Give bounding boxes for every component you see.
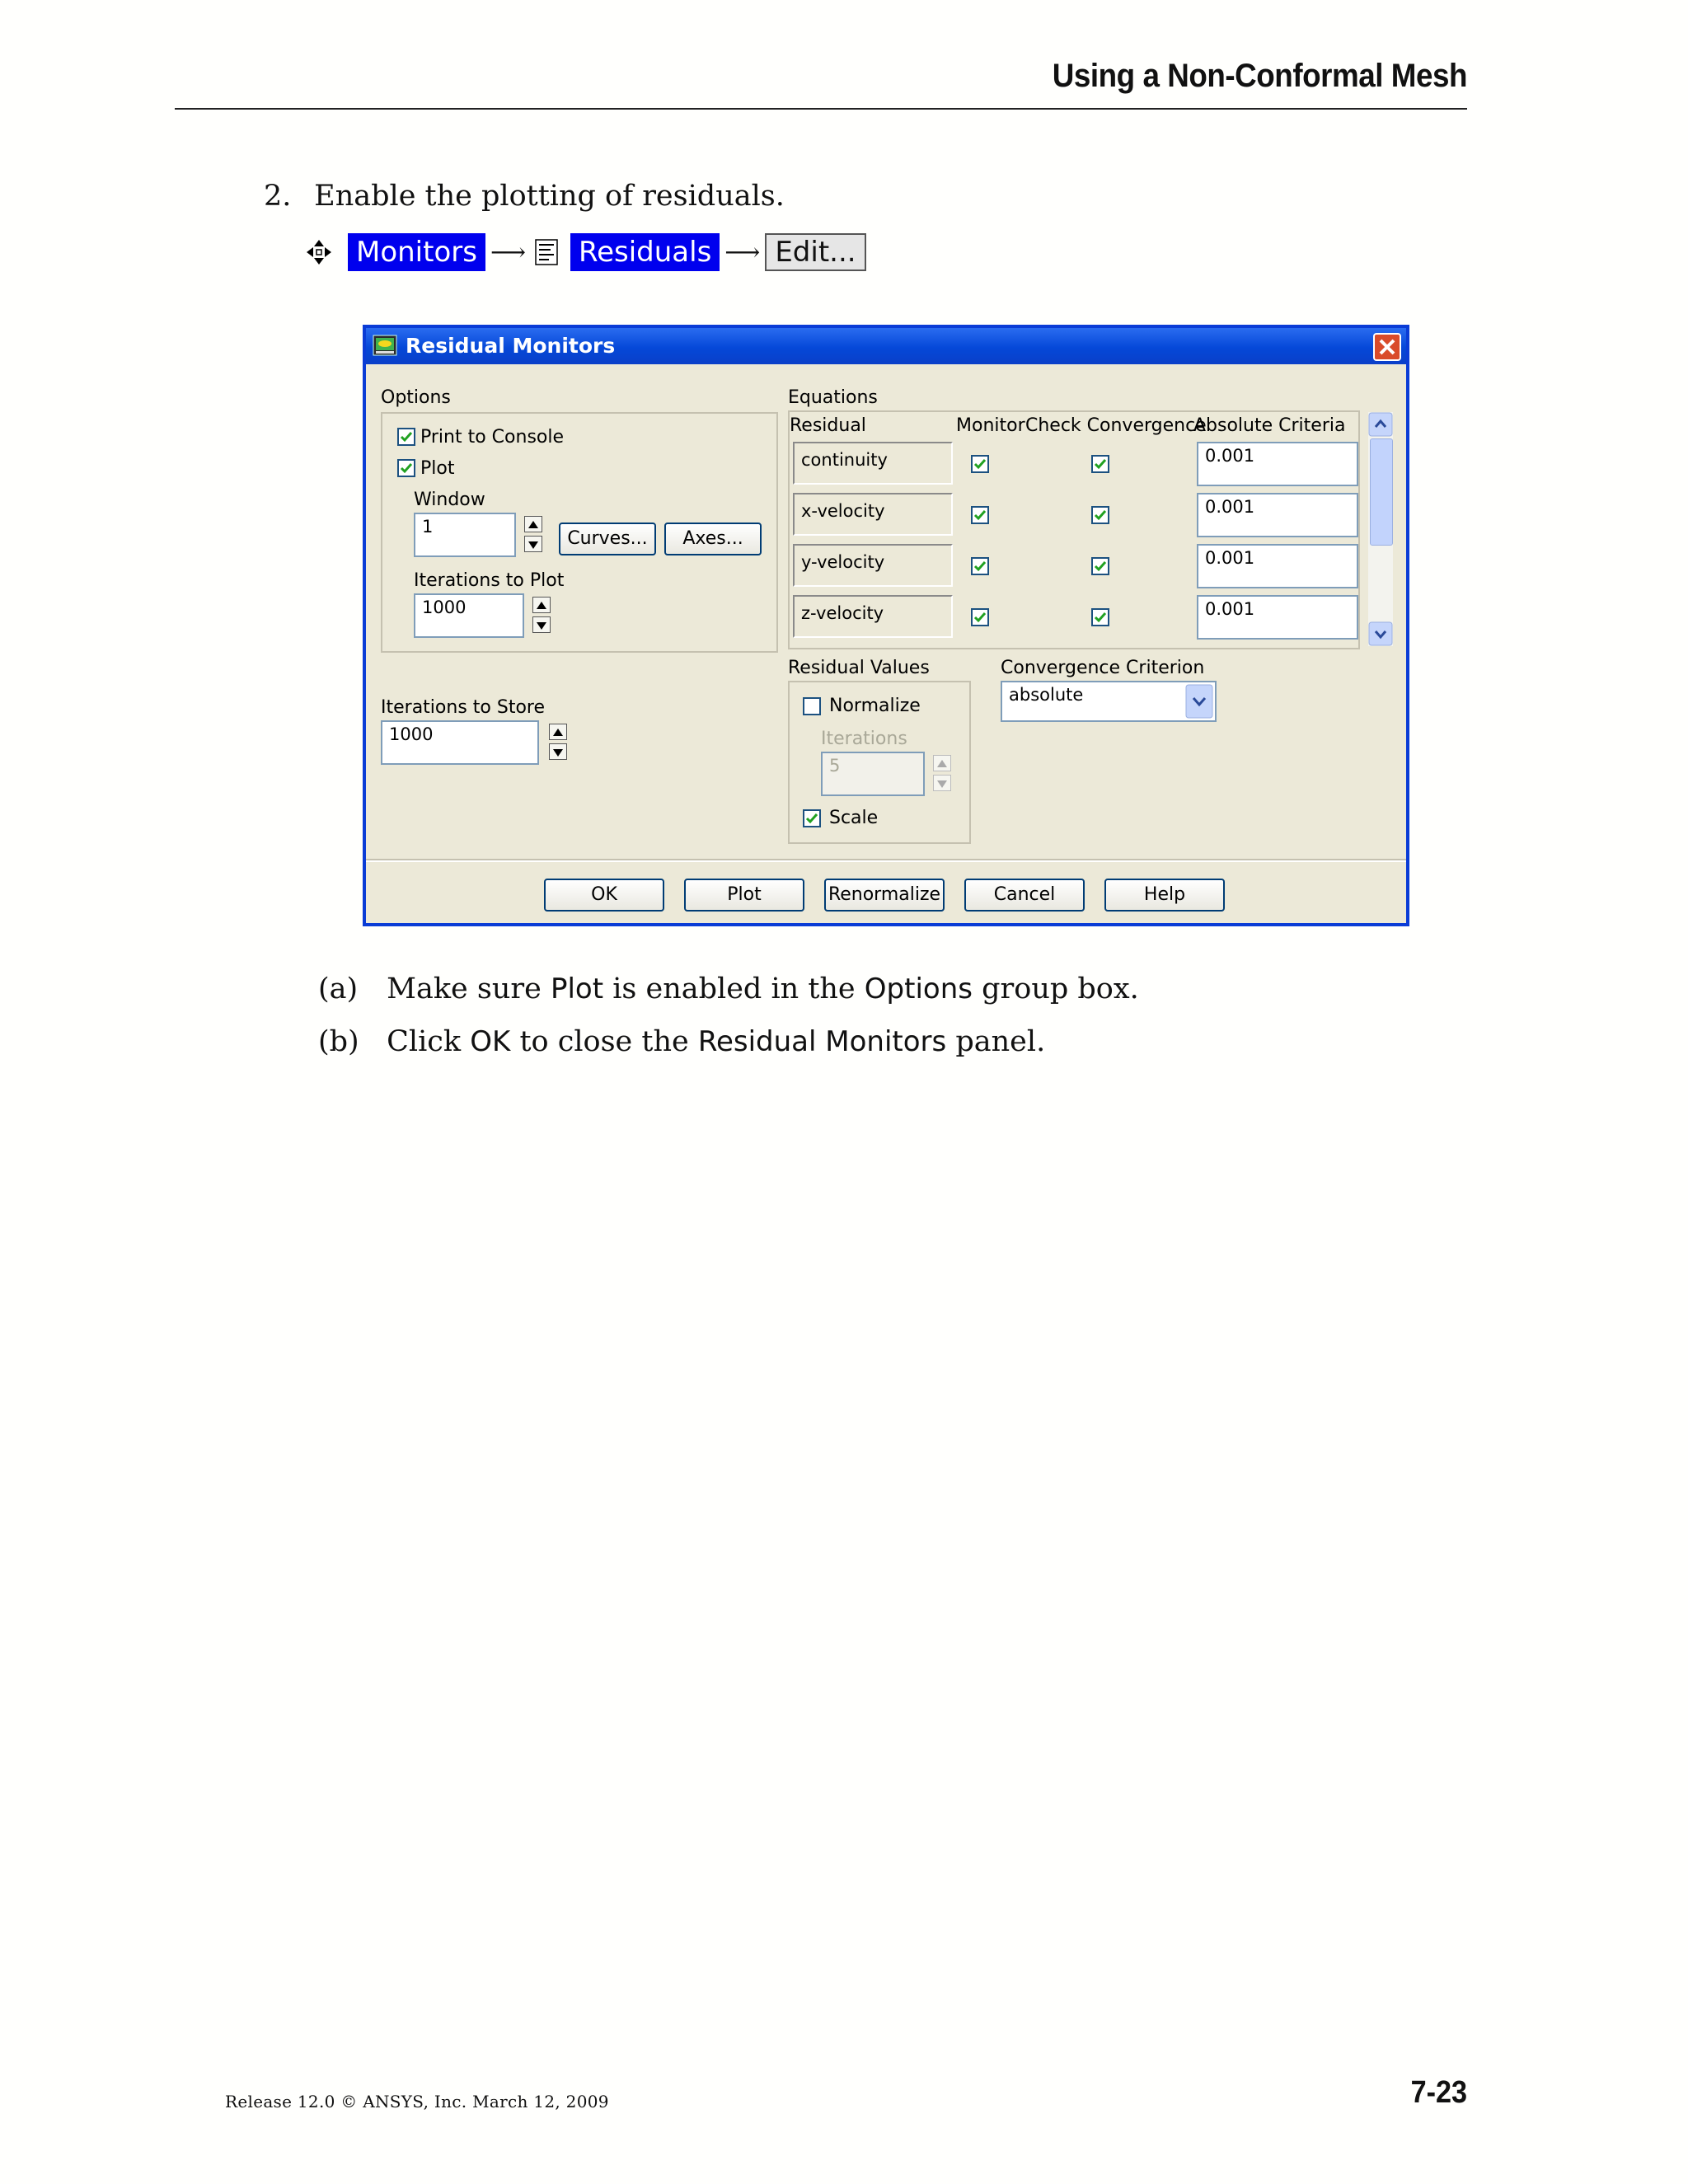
axes-button[interactable]: Axes... xyxy=(664,523,762,555)
iterations-to-plot-input[interactable]: 1000 xyxy=(414,593,524,638)
help-button[interactable]: Help xyxy=(1104,879,1225,912)
close-icon xyxy=(1375,335,1400,359)
nav-edit-button[interactable]: Edit... xyxy=(765,233,865,271)
app-icon xyxy=(373,335,397,356)
scroll-down-icon[interactable] xyxy=(1368,621,1393,646)
instruction-text: group box. xyxy=(982,972,1139,1005)
plot-button[interactable]: Plot xyxy=(684,879,804,912)
renormalize-button[interactable]: Renormalize xyxy=(824,879,945,912)
instruction-text: Make sure xyxy=(387,972,542,1005)
check-convergence-checkbox[interactable] xyxy=(1091,557,1109,575)
nav-arrow-1: ⟶ xyxy=(490,237,526,267)
navigation-path xyxy=(305,232,866,272)
residual-name: x-velocity xyxy=(801,501,885,521)
ok-button[interactable]: OK xyxy=(544,879,664,912)
normalize-iterations-spinner[interactable] xyxy=(933,755,951,794)
page-number: 7-23 xyxy=(1410,2075,1467,2110)
residual-name-cell xyxy=(793,595,953,638)
column-header-absolute-criteria: Absolute Criteria xyxy=(1193,415,1346,436)
checkmark-icon xyxy=(973,611,987,624)
header-rule xyxy=(175,108,1467,110)
residual-name-cell xyxy=(793,493,953,536)
checkmark-icon xyxy=(973,509,987,522)
nav-monitors-link[interactable]: Monitors xyxy=(348,233,485,271)
checkmark-icon xyxy=(805,812,818,825)
spin-down-icon[interactable] xyxy=(549,743,567,760)
residual-name: continuity xyxy=(801,450,888,470)
column-header-monitor: Monitor xyxy=(956,415,1025,436)
checkmark-icon xyxy=(1094,457,1107,471)
plot-checkbox[interactable] xyxy=(397,459,415,477)
print-to-console-checkbox[interactable] xyxy=(397,428,415,446)
instruction-a-label: (a) xyxy=(318,972,359,1005)
spin-down-icon[interactable] xyxy=(532,616,551,633)
absolute-criteria-input[interactable]: 0.001 xyxy=(1197,544,1358,588)
monitor-checkbox[interactable] xyxy=(971,455,989,473)
instruction-term: Plot xyxy=(550,972,604,1005)
iterations-to-store-spinner[interactable] xyxy=(549,724,567,763)
absolute-criteria-input[interactable]: 0.001 xyxy=(1197,493,1358,537)
monitor-checkbox[interactable] xyxy=(971,557,989,575)
step-heading xyxy=(264,180,785,213)
absolute-criteria-input[interactable]: 0.001 xyxy=(1197,442,1358,486)
iterations-to-store-label: Iterations to Store xyxy=(381,697,545,718)
checkmark-icon xyxy=(973,560,987,573)
check-convergence-checkbox[interactable] xyxy=(1091,455,1109,473)
close-button[interactable] xyxy=(1373,333,1401,361)
iterations-to-store-input[interactable]: 1000 xyxy=(381,720,539,765)
column-header-check-convergence: Check Convergence xyxy=(1025,415,1207,436)
instruction-term: Residual Monitors xyxy=(697,1025,947,1058)
scroll-up-icon[interactable] xyxy=(1368,412,1393,437)
normalize-iterations-input[interactable]: 5 xyxy=(821,752,925,796)
instruction-a xyxy=(318,972,1139,1005)
footer-release: Release 12.0 © ANSYS, Inc. March 12, 2009 xyxy=(225,2092,609,2111)
plot-label: Plot xyxy=(420,458,455,479)
print-to-console-label: Print to Console xyxy=(420,427,565,448)
convergence-criterion-select[interactable] xyxy=(1001,681,1217,722)
spin-up-icon[interactable] xyxy=(532,597,551,613)
spin-up-icon[interactable] xyxy=(549,724,567,740)
normalize-checkbox[interactable] xyxy=(803,697,821,715)
checkmark-icon xyxy=(1094,509,1107,522)
window-input[interactable]: 1 xyxy=(414,513,516,557)
checkmark-icon xyxy=(400,430,413,443)
monitors-icon xyxy=(305,238,333,266)
dialog-title-bar[interactable] xyxy=(366,328,1406,364)
step-number: 2. xyxy=(264,180,292,213)
convergence-criterion-label: Convergence Criterion xyxy=(1001,658,1205,678)
column-header-residual: Residual xyxy=(790,415,866,436)
spin-up-icon[interactable] xyxy=(933,755,951,771)
convergence-criterion-value: absolute xyxy=(1009,685,1084,705)
running-header: Using a Non-Conformal Mesh xyxy=(1052,58,1467,94)
nav-arrow-2: ⟶ xyxy=(724,237,761,267)
scale-checkbox[interactable] xyxy=(803,809,821,827)
step-text: Enable the plotting of residuals. xyxy=(314,180,785,213)
instruction-text: panel. xyxy=(955,1025,1046,1058)
residual-monitors-dialog xyxy=(363,325,1409,926)
check-convergence-checkbox[interactable] xyxy=(1091,608,1109,626)
scroll-thumb[interactable] xyxy=(1370,438,1393,546)
spin-down-icon[interactable] xyxy=(933,775,951,791)
normalize-label: Normalize xyxy=(829,696,921,716)
instruction-text: to close the xyxy=(519,1025,689,1058)
chevron-down-icon[interactable] xyxy=(1185,684,1213,719)
monitor-checkbox[interactable] xyxy=(971,608,989,626)
residual-name-cell xyxy=(793,442,953,485)
equations-scrollbar[interactable] xyxy=(1368,412,1393,646)
instruction-term: OK xyxy=(470,1025,511,1058)
residual-values-label: Residual Values xyxy=(788,658,930,678)
cancel-button[interactable]: Cancel xyxy=(964,879,1085,912)
window-label: Window xyxy=(414,490,485,510)
nav-residuals-link[interactable]: Residuals xyxy=(570,233,720,271)
scale-label: Scale xyxy=(829,808,879,828)
residual-name: z-velocity xyxy=(801,603,884,623)
curves-button[interactable]: Curves... xyxy=(559,523,656,555)
checkmark-icon xyxy=(1094,611,1107,624)
instruction-b xyxy=(318,1025,1045,1058)
dialog-title: Residual Monitors xyxy=(406,334,616,358)
iterations-to-plot-label: Iterations to Plot xyxy=(414,570,565,591)
checkmark-icon xyxy=(973,457,987,471)
checkmark-icon xyxy=(1094,560,1107,573)
residual-name-cell xyxy=(793,544,953,587)
instruction-b-label: (b) xyxy=(318,1025,359,1058)
instruction-term: Options xyxy=(864,972,973,1005)
normalize-iterations-label: Iterations xyxy=(821,729,907,749)
spin-up-icon[interactable] xyxy=(524,516,542,532)
residuals-list-icon xyxy=(534,238,559,266)
button-separator xyxy=(366,859,1406,862)
residual-name: y-velocity xyxy=(801,552,885,572)
absolute-criteria-input[interactable]: 0.001 xyxy=(1197,595,1358,640)
iterations-to-plot-spinner[interactable] xyxy=(532,597,551,636)
monitor-checkbox[interactable] xyxy=(971,506,989,524)
window-spinner[interactable] xyxy=(524,516,542,555)
options-label: Options xyxy=(381,387,451,408)
check-convergence-checkbox[interactable] xyxy=(1091,506,1109,524)
instruction-text: Click xyxy=(387,1025,462,1058)
spin-down-icon[interactable] xyxy=(524,536,542,552)
checkmark-icon xyxy=(400,462,413,475)
instruction-text: is enabled in the xyxy=(612,972,856,1005)
equations-label: Equations xyxy=(788,387,878,408)
